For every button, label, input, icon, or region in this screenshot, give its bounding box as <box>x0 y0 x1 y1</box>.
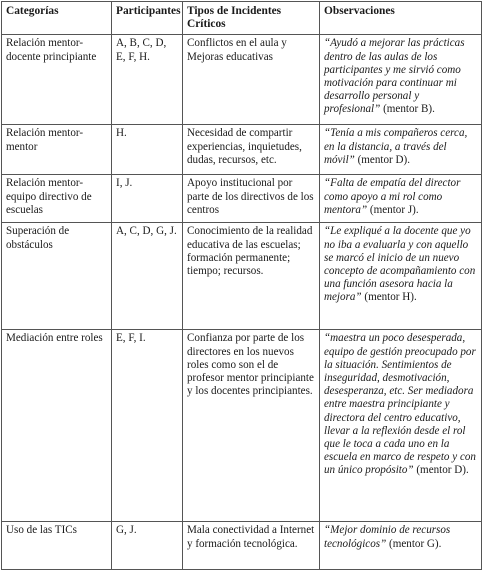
table-row <box>2 223 482 330</box>
header-observaciones: Observaciones <box>320 2 482 35</box>
participantes-cell: A, B, C, D, E, F, H. <box>112 35 183 125</box>
observaciones-cell <box>320 125 482 175</box>
observation-attribution: (mentor J). <box>367 203 419 216</box>
header-row <box>2 2 482 35</box>
observation-attribution: (mentor B). <box>380 103 435 116</box>
observation-attribution: (mentor D). <box>413 464 469 477</box>
categoria-cell: Relación mentor-mentor <box>2 125 112 175</box>
table-row <box>2 35 482 125</box>
tipo-cell: Mala conectividad a Internet y formación tecnológica. <box>183 522 320 570</box>
observation-attribution: (mentor G). <box>386 537 442 550</box>
tipo-cell: Necesidad de compartir experiencias, inquietudes, dudas, recursos, etc. <box>183 125 320 175</box>
observation-quote: “Tenía a mis compañeros cerca, en la distancia, a través del móvil” <box>324 127 468 166</box>
observaciones-cell <box>320 35 482 125</box>
observation-quote: “Mejor dominio de recursos tecnológicos” <box>324 524 451 550</box>
participantes-cell: G, J. <box>112 522 183 570</box>
header-tipos: Tipos de Incidentes Críticos <box>183 2 320 35</box>
observaciones-cell <box>320 330 482 522</box>
incidents-table <box>1 1 482 570</box>
participantes-cell: A, C, D, G, J. <box>112 223 183 330</box>
observaciones-cell <box>320 175 482 223</box>
observaciones-cell <box>320 522 482 570</box>
participantes-cell: E, F, I. <box>112 330 183 522</box>
participantes-cell: H. <box>112 125 183 175</box>
categoria-cell: Relación mentor-docente principiante <box>2 35 112 125</box>
observation-quote: “Ayudó a mejorar las prácticas dentro de las aulas de los participantes y me sirvió como motivación para continuar mi desarrollo personal y profesional” <box>324 37 465 116</box>
header-participantes: Participantes <box>112 2 183 35</box>
categoria-cell: Relación mentor-equipo directivo de escuelas <box>2 175 112 223</box>
categoria-cell: Superación de obstáculos <box>2 223 112 330</box>
observation-attribution: (mentor D). <box>354 153 410 166</box>
table-row <box>2 125 482 175</box>
table-row <box>2 175 482 223</box>
observation-quote: “maestra un poco desesperada, equipo de gestión preocupado por la situación. Sentimientos de inseguridad, desmotivación, desesperanza, etc. Ser mediadora entre maestra principiante y directora del centro educativo, llevar a la reflexión desde el rol que le toca a cada uno en la escuela en marco de respeto y con un único propósito” <box>324 332 476 477</box>
tipo-cell: Conflictos en el aula y Mejoras educativas <box>183 35 320 125</box>
participantes-cell: I, J. <box>112 175 183 223</box>
table-row <box>2 522 482 570</box>
observation-quote: “Le expliqué a la docente que yo no iba a evaluarla y con aquello se marcó el inicio de un nuevo concepto de acompañamiento con una función asesora hacia la mejora” <box>324 225 476 304</box>
observation-quote: “Falta de empatía del director como apoyo a mi rol como mentora” <box>324 177 461 216</box>
tipo-cell: Confianza por parte de los directores en los nuevos roles como son el de profesor mentor principiante y los docentes principiantes. <box>183 330 320 522</box>
observation-attribution: (mentor H). <box>361 291 417 304</box>
categoria-cell: Uso de las TICs <box>2 522 112 570</box>
categoria-cell: Mediación entre roles <box>2 330 112 522</box>
table-row <box>2 330 482 522</box>
observaciones-cell <box>320 223 482 330</box>
header-categorias: Categorías <box>2 2 112 35</box>
tipo-cell: Conocimiento de la realidad educativa de las escuelas; formación permanente; tiempo; recursos. <box>183 223 320 330</box>
tipo-cell: Apoyo institucional por parte de los directivos de los centros <box>183 175 320 223</box>
